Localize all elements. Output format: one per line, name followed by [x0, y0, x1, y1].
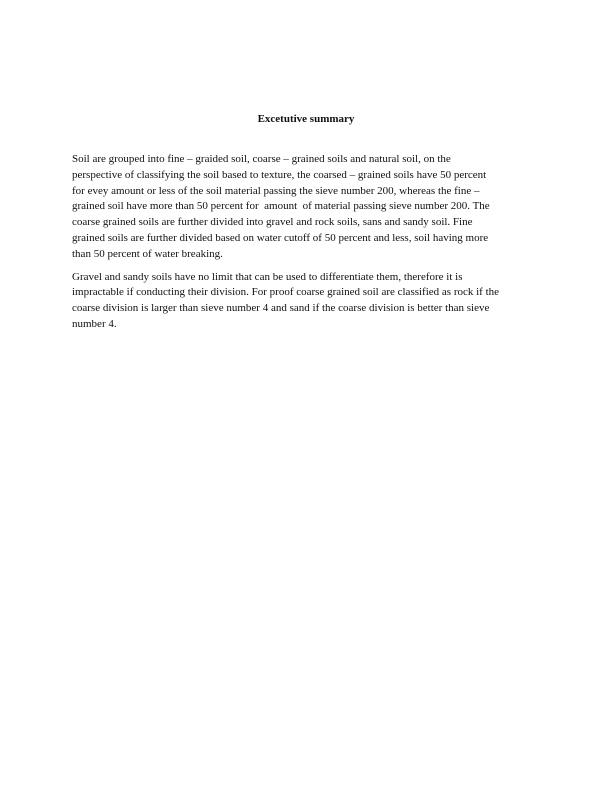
body-paragraph-2: Gravel and sandy soils have no limit that can be used to differentiate them, therefore it is impractable if conducting their division. For proof coarse grained soil are classified as rock if the coarse division is larger than sieve number 4 and sand if the coarse division is better than sieve number 4.	[72, 270, 500, 330]
body-paragraph-1: Soil are grouped into fine – graided soil, coarse – grained soils and natural soil, on the perspective of classifying the soil based to texture, the coarsed – grained soils have 50 percent for evey amount or less of the soil material passing the sieve number 200, whereas the fine – grained soil have more than 50 percent for amount of material passing sieve number 200. The coarse grained soils are further divided into gravel and rock soils, sans and sandy soil. Fine grained soils are further divided based on water cutoff of 50 percent and less, soil having more than 50 percent of water breaking.	[72, 153, 490, 260]
document-body	[72, 152, 542, 340]
document-title: Excetutive summary	[257, 113, 355, 125]
